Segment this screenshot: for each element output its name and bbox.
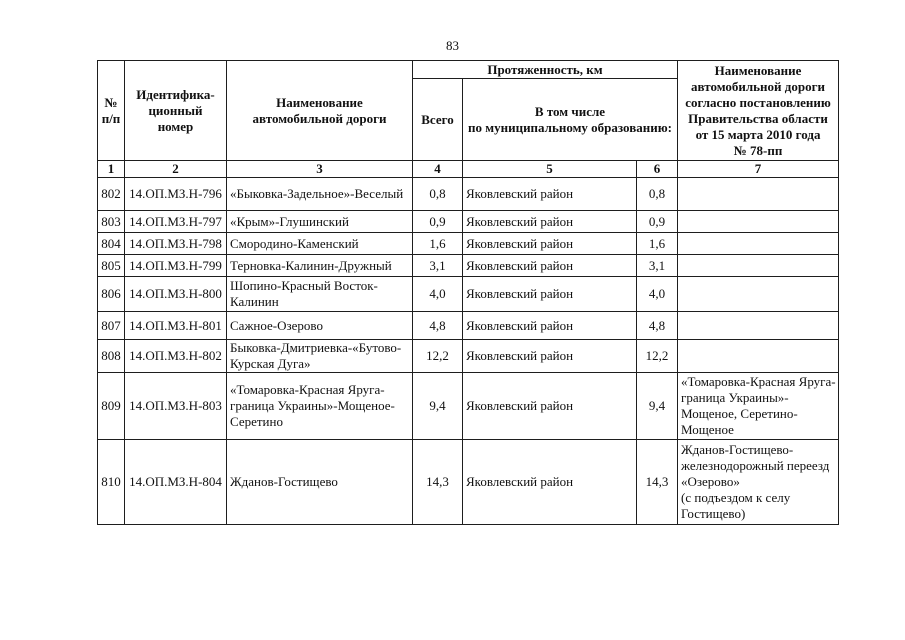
header-road-id: Идентифика- ционный номер xyxy=(125,61,227,161)
road-id-cell: 14.ОП.МЗ.Н-798 xyxy=(125,233,227,255)
column-number: 4 xyxy=(413,161,463,178)
table-header xyxy=(98,61,839,178)
row-number-cell: 805 xyxy=(98,255,125,277)
resolution-name-cell xyxy=(678,312,839,340)
header-resolution-name: Наименование автомобильной дороги согласно постановлению Правительства области от 15 марта 2010 года № 78-пп xyxy=(678,61,839,161)
municipality-length-cell: 12,2 xyxy=(637,340,678,373)
municipality-length-cell: 3,1 xyxy=(637,255,678,277)
table-row xyxy=(98,340,839,373)
column-number: 2 xyxy=(125,161,227,178)
length-total-cell: 0,9 xyxy=(413,211,463,233)
resolution-name-cell xyxy=(678,255,839,277)
municipality-length-cell: 9,4 xyxy=(637,373,678,440)
table-row xyxy=(98,440,839,525)
resolution-name-cell: Жданов-Гостищево- железнодорожный переезд «Озерово» (с подъездом к селу Гостищево) xyxy=(678,440,839,525)
header-row-top xyxy=(98,61,839,79)
row-number-cell: 808 xyxy=(98,340,125,373)
row-number-cell: 804 xyxy=(98,233,125,255)
column-number: 7 xyxy=(678,161,839,178)
municipality-length-cell: 0,9 xyxy=(637,211,678,233)
road-name-cell: Шопино-Красный Восток- Калинин xyxy=(227,277,413,312)
road-id-cell: 14.ОП.МЗ.Н-804 xyxy=(125,440,227,525)
row-number-cell: 806 xyxy=(98,277,125,312)
table-row xyxy=(98,255,839,277)
resolution-name-cell xyxy=(678,211,839,233)
resolution-name-cell xyxy=(678,277,839,312)
header-length-group: Протяженность, км xyxy=(413,61,678,79)
municipality-cell: Яковлевский район xyxy=(463,373,637,440)
table-row xyxy=(98,233,839,255)
municipality-cell: Яковлевский район xyxy=(463,440,637,525)
length-total-cell: 4,0 xyxy=(413,277,463,312)
column-number: 5 xyxy=(463,161,637,178)
table-body xyxy=(98,178,839,525)
municipality-cell: Яковлевский район xyxy=(463,178,637,211)
row-number-cell: 810 xyxy=(98,440,125,525)
road-name-cell: Жданов-Гостищево xyxy=(227,440,413,525)
resolution-name-cell: «Томаровка-Красная Яруга- граница Украины»- Мощеное, Серетино- Мощеное xyxy=(678,373,839,440)
road-name-cell: Смородино-Каменский xyxy=(227,233,413,255)
municipality-length-cell: 4,0 xyxy=(637,277,678,312)
municipality-length-cell: 1,6 xyxy=(637,233,678,255)
length-total-cell: 4,8 xyxy=(413,312,463,340)
table-row xyxy=(98,178,839,211)
row-number-cell: 807 xyxy=(98,312,125,340)
road-id-cell: 14.ОП.МЗ.Н-799 xyxy=(125,255,227,277)
header-row-number: № п/п xyxy=(98,61,125,161)
municipality-length-cell: 4,8 xyxy=(637,312,678,340)
municipality-length-cell: 14,3 xyxy=(637,440,678,525)
road-id-cell: 14.ОП.МЗ.Н-801 xyxy=(125,312,227,340)
length-total-cell: 3,1 xyxy=(413,255,463,277)
resolution-name-cell xyxy=(678,233,839,255)
length-total-cell: 14,3 xyxy=(413,440,463,525)
road-name-cell: «Быковка-Задельное»-Веселый xyxy=(227,178,413,211)
length-total-cell: 12,2 xyxy=(413,340,463,373)
length-total-cell: 9,4 xyxy=(413,373,463,440)
municipality-cell: Яковлевский район xyxy=(463,233,637,255)
road-id-cell: 14.ОП.МЗ.Н-803 xyxy=(125,373,227,440)
road-id-cell: 14.ОП.МЗ.Н-797 xyxy=(125,211,227,233)
header-road-name: Наименование автомобильной дороги xyxy=(227,61,413,161)
column-number: 6 xyxy=(637,161,678,178)
length-total-cell: 0,8 xyxy=(413,178,463,211)
row-number-cell: 802 xyxy=(98,178,125,211)
municipality-cell: Яковлевский район xyxy=(463,277,637,312)
table-row xyxy=(98,312,839,340)
resolution-name-cell xyxy=(678,340,839,373)
road-name-cell: «Томаровка-Красная Яруга- граница Украины»-Мощеное- Серетино xyxy=(227,373,413,440)
resolution-name-cell xyxy=(678,178,839,211)
road-name-cell: Быковка-Дмитриевка-«Бутово- Курская Дуга» xyxy=(227,340,413,373)
header-by-municipality: В том числе по муниципальному образованию: xyxy=(463,79,678,161)
row-number-cell: 809 xyxy=(98,373,125,440)
table-row xyxy=(98,373,839,440)
road-id-cell: 14.ОП.МЗ.Н-802 xyxy=(125,340,227,373)
municipality-cell: Яковлевский район xyxy=(463,312,637,340)
municipality-length-cell: 0,8 xyxy=(637,178,678,211)
roads-table xyxy=(97,60,839,525)
length-total-cell: 1,6 xyxy=(413,233,463,255)
row-number-cell: 803 xyxy=(98,211,125,233)
column-number: 3 xyxy=(227,161,413,178)
page-number: 83 xyxy=(446,38,459,53)
road-name-cell: «Крым»-Глушинский xyxy=(227,211,413,233)
municipality-cell: Яковлевский район xyxy=(463,255,637,277)
column-numbers-row xyxy=(98,161,839,178)
road-id-cell: 14.ОП.МЗ.Н-800 xyxy=(125,277,227,312)
column-number: 1 xyxy=(98,161,125,178)
road-name-cell: Терновка-Калинин-Дружный xyxy=(227,255,413,277)
road-id-cell: 14.ОП.МЗ.Н-796 xyxy=(125,178,227,211)
municipality-cell: Яковлевский район xyxy=(463,340,637,373)
road-name-cell: Сажное-Озерово xyxy=(227,312,413,340)
municipality-cell: Яковлевский район xyxy=(463,211,637,233)
table-row xyxy=(98,211,839,233)
header-length-total: Всего xyxy=(413,79,463,161)
table-row xyxy=(98,277,839,312)
